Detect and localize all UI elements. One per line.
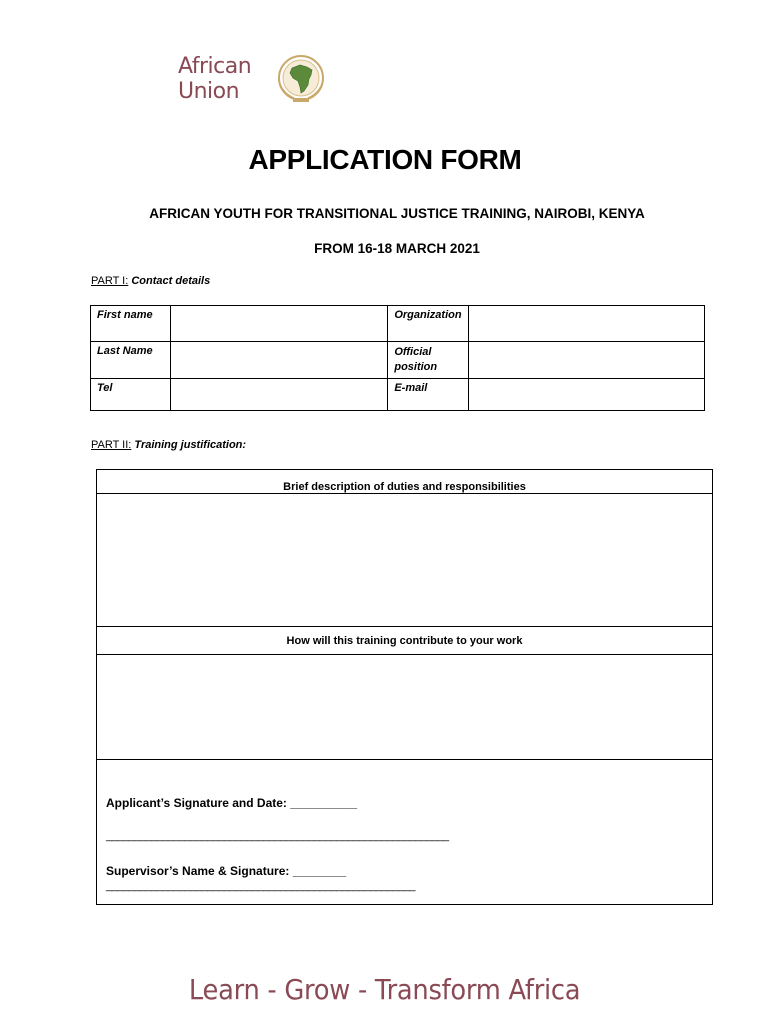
tel-label: Tel [91,379,171,411]
first-name-label: First name [91,306,171,342]
logo-line-1: African [178,54,252,79]
form-title: APPLICATION FORM [248,144,522,175]
contribution-header: How will this training contribute to your work [97,627,712,655]
logo-line-2: Union [178,79,240,104]
footer-slogan: Learn - Grow - Transform Africa [188,973,581,1006]
applicant-signature-line[interactable]: _____________________________________________________________ [106,830,449,842]
logo-text [178,54,251,104]
african-union-logo [178,54,328,110]
applicant-signature-label: Applicant’s Signature and Date: __________ [106,796,357,810]
duties-field[interactable] [97,494,712,627]
part2-heading [91,439,246,451]
contact-details-table [90,305,705,411]
first-name-field[interactable] [170,306,387,342]
last-name-field[interactable] [170,342,387,379]
part1-desc: Contact details [131,275,211,287]
part1-label: PART I: [91,275,129,287]
form-subtitle-dates: FROM 16-18 MARCH 2021 [314,241,480,256]
last-name-label: Last Name [91,342,171,379]
contribution-field[interactable] [97,655,712,760]
african-union-emblem-icon [274,54,328,104]
form-subtitle-event: AFRICAN YOUTH FOR TRANSITIONAL JUSTICE TRAINING, NAIROBI, KENYA [149,206,645,221]
training-justification-box [96,469,713,905]
duties-header: Brief description of duties and responsibilities [97,470,712,494]
official-position-field[interactable] [468,342,704,379]
official-position-label: Official position [388,342,468,379]
organization-field[interactable] [468,306,704,342]
email-field[interactable] [468,379,704,411]
tel-field[interactable] [170,379,387,411]
supervisor-signature-line[interactable]: _______________________________________________________ [106,880,415,892]
email-label: E-mail [388,379,468,411]
supervisor-signature-label: Supervisor’s Name & Signature: ________ [106,864,347,878]
organization-label: Organization [388,306,468,342]
part2-desc: Training justification: [134,439,247,451]
part1-heading [91,275,210,287]
part2-label: PART II: [91,439,132,451]
